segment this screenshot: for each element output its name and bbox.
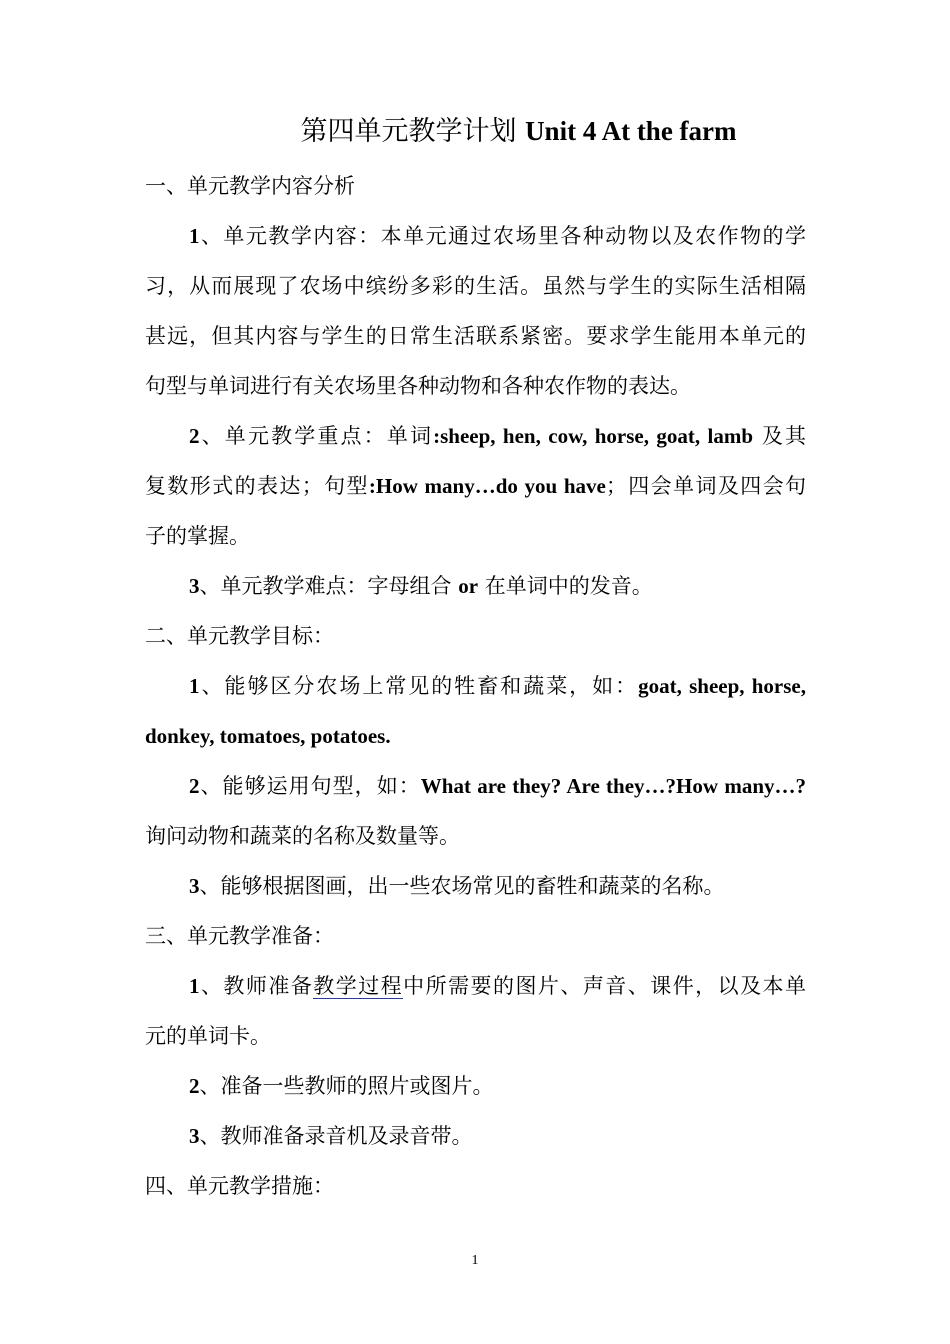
text-run: 、能够运用句型，如： (199, 774, 421, 798)
text-run: 、教师准备录音机及录音带。 (199, 1124, 473, 1148)
paragraph-line (189, 221, 806, 251)
paragraph-line (145, 521, 250, 551)
paragraph-line (145, 371, 691, 401)
text-run: 及其 (753, 424, 806, 448)
text-run: 习，从而展现了农场中缤纷多彩的生活。虽然与学生的实际生活相隔 (145, 274, 806, 298)
bold-text-run: :How many…do you have (368, 474, 606, 498)
paragraph-line (145, 271, 806, 301)
paragraph-line (145, 1021, 271, 1051)
text-run: 二、单元教学目标： (145, 624, 334, 648)
text-run: 在单词中的发音。 (478, 574, 653, 598)
bold-text-run: 3 (189, 574, 200, 598)
paragraph-line (189, 671, 806, 701)
bold-text-run: goat, sheep, horse, (638, 674, 806, 698)
page-title (0, 113, 950, 150)
title-english: Unit 4 At the farm (525, 116, 737, 146)
text-run: 句型与单词进行有关农场里各种动物和各种农作物的表达。 (145, 374, 691, 398)
text-run: 一、单元教学内容分析 (145, 174, 355, 198)
text-run: 元的单词卡。 (145, 1024, 271, 1048)
paragraph-line (189, 571, 653, 601)
text-run: 、能够根据图画，出一些农场常见的畜牲和蔬菜的名称。 (199, 874, 725, 898)
section-heading-2 (145, 621, 334, 651)
text-run: 复数形式的表达；句型 (145, 474, 369, 498)
text-run: 、能够区分农场上常见的牲畜和蔬菜，如： (199, 674, 639, 698)
bold-text-run: 3 (189, 1124, 200, 1148)
text-run: 子的掌握。 (145, 524, 250, 548)
bold-text-run: donkey, tomatoes, potatoes. (145, 724, 391, 748)
paragraph-line (189, 771, 806, 801)
paragraph-line (189, 1121, 473, 1151)
page-number: 1 (471, 1253, 479, 1268)
text-run: 、单元教学重点：单词 (199, 424, 434, 448)
bold-text-run: 1 (189, 674, 200, 698)
text-run: 、教师准备 (199, 974, 314, 998)
teaching-process-link[interactable]: 教学过程 (313, 974, 404, 998)
bold-text-run: 3 (189, 874, 200, 898)
bold-text-run: or (458, 574, 479, 598)
paragraph-line (189, 971, 806, 1001)
title-chinese: 第四单元教学计划 (300, 116, 526, 147)
paragraph-line (189, 421, 806, 451)
bold-text-run: 1 (189, 224, 200, 248)
text-run: 、准备一些教师的照片或图片。 (199, 1074, 494, 1098)
bold-text-run: :sheep, hen, cow, horse, goat, lamb (433, 424, 754, 448)
paragraph-line (189, 1071, 494, 1101)
section-heading-3 (145, 921, 334, 951)
paragraph-line (145, 471, 806, 501)
bold-text-run: 2 (189, 1074, 200, 1098)
paragraph-line (145, 321, 806, 351)
text-run: 三、单元教学准备： (145, 924, 334, 948)
section-heading-1 (145, 171, 355, 201)
text-run: 、单元教学难点：字母组合 (199, 574, 459, 598)
section-heading-4 (145, 1171, 334, 1201)
bold-text-run: What are they? Are they…?How many…? (420, 774, 806, 798)
bold-text-run: 1 (189, 974, 200, 998)
text-run: 询问动物和蔬菜的名称及数量等。 (145, 824, 460, 848)
paragraph-line (145, 721, 391, 751)
bold-text-run: 2 (189, 424, 200, 448)
text-run: 甚远，但其内容与学生的日常生活联系紧密。要求学生能用本单元的 (145, 324, 806, 348)
text-run: 四、单元教学措施： (145, 1174, 334, 1198)
paragraph-line (145, 821, 460, 851)
bold-text-run: 2 (189, 774, 200, 798)
paragraph-line (189, 871, 725, 901)
text-run: 中所需要的图片、声音、课件，以及本单 (403, 974, 807, 998)
text-run: ；四会单词及四会句 (605, 474, 807, 498)
text-run: 、单元教学内容：本单元通过农场里各种动物以及农作物的学 (199, 224, 806, 248)
